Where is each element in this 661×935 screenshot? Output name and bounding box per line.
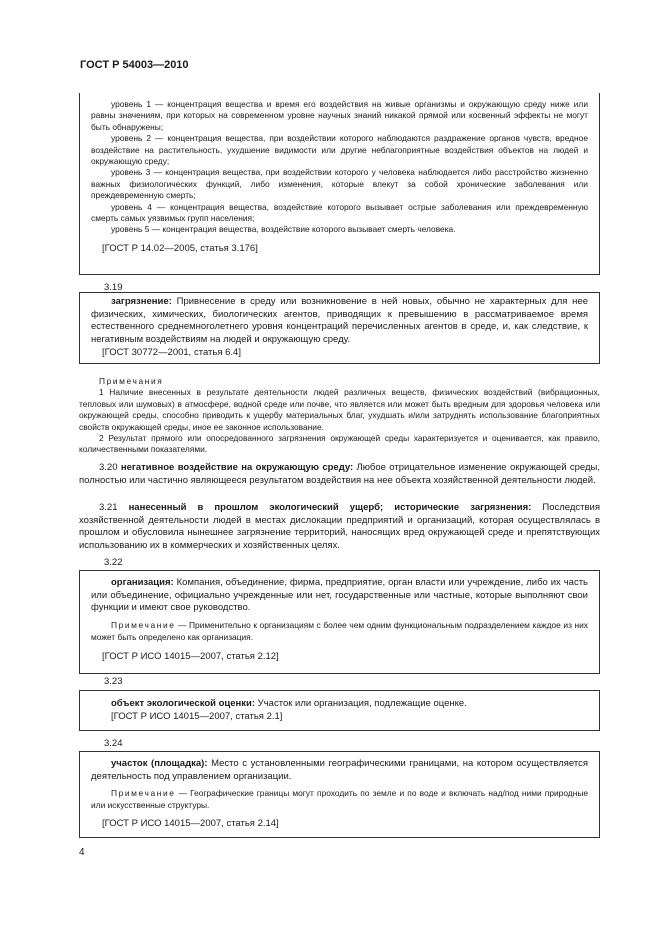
section-number: 3.22 [104, 557, 123, 568]
source-reference: [ГОСТ Р ИСО 14015—2007, статья 2.14] [102, 818, 279, 830]
definition-text: Компания, объединение, фирма, предприятие, орган власти или учреждение, либо их часть или объединение, официально учрежденные или нет, государственные или частные, которые выполняют свои функции и имеют свое руководство. [91, 577, 588, 614]
term: нанесенный в прошлом экологический ущерб; исторические загрязнения: [128, 502, 532, 513]
note-2: 2 Результат прямого или опосредованного загрязнения окружающей среды характеризуется и оценивается, как правило, количественными показателями. [79, 433, 600, 455]
definition-paragraph [79, 502, 600, 553]
term: объект экологической оценки: [111, 698, 256, 709]
source-reference: [ГОСТ 30772—2001, статья 6.4] [102, 346, 241, 358]
definition-box-3-19 [79, 292, 600, 364]
term: негативное воздействие на окружающую среду: [120, 462, 354, 473]
term: организация: [111, 577, 174, 588]
definition-paragraph [91, 577, 588, 615]
definition-3-20 [79, 462, 600, 487]
definition-text: Место с установленными географическими границами, на котором осуществляется деятельность под управлением организации. [91, 758, 588, 782]
note-text: — Географические границы могут проходить по земле и по воде и включать над/под ними природные или искусственные структуры. [91, 788, 588, 810]
source-reference: [ГОСТ Р 14.02—2005, статья 3.176] [102, 242, 258, 254]
definition-text: Привнесение в среду или возникновение в ней новых, обычно не характерных для нее физических, химических, биологических агентов, приводящих к превышению в рассматриваемое время естественного среднемноголетнего уровня концентраций перечисленных агентов в среде, и, как следствие, к негативным воздействиям на людей и окружающую среду. [91, 296, 588, 346]
note-paragraph [91, 788, 588, 811]
note-text: — Применительно к организациям с более чем одним функциональным подразделением каждое из них может быть определено как организация. [91, 620, 588, 642]
term: участок (площадка): [111, 758, 208, 769]
source-reference: [ГОСТ Р ИСО 14015—2007, статья 2.12] [102, 650, 279, 662]
level-1-text: уровень 1 — концентрация вещества и время его воздействия на живые организмы и окружающую среду ниже или равны значениям, при которых на современном уровне научных знаний никакой прямой или косвенный эффекты не могут быть обнаружены; [91, 99, 588, 132]
definition-text: Последствия хозяйственной деятельности людей в местах дислокации предприятий и организаций, которая осуществлялась в прошлом и обусловила нынешнее загрязнение территорий, наносящих вред окружающей среде и препятствующих использованию их в коммерческих и хозяйственных целях. [79, 502, 601, 552]
definition-paragraph [91, 296, 588, 347]
section-number: 3.24 [104, 738, 123, 749]
level-5-text: уровень 5 — концентрация вещества, воздействие которого вызывает смерть человека. [111, 224, 456, 235]
definition-box-3-23 [79, 690, 600, 731]
level-3-text: уровень 3 — концентрация вещества, при воздействии которого у человека наблюдается либо расстройство жизненно важных физиологических функций, либо изменения, которые влекут за собой хронические заболевания или преждевременную смерть; [91, 167, 588, 201]
notes-heading: Примечания [99, 376, 164, 386]
definition-box-levels [79, 93, 600, 275]
section-number: 3.20 [99, 462, 118, 473]
note-label: Примечание [111, 620, 176, 631]
definition-box-3-24 [79, 751, 600, 838]
page-number: 4 [79, 847, 85, 858]
level-2-text: уровень 2 — концентрация вещества, при воздействии которого наблюдаются раздражение органов чувств, вредное воздействие на растительность, ухудшение видимости или другие неблагоприятные воздействия объектов на людей и окружающую среду; [91, 133, 588, 167]
definition-text: Участок или организация, подлежащие оценке. [255, 698, 467, 709]
section-number: 3.23 [104, 676, 123, 687]
source-reference: [ГОСТ Р ИСО 14015—2007, статья 2.1] [111, 710, 283, 722]
notes-block [79, 376, 600, 456]
definition-box-3-22 [79, 570, 600, 674]
section-number: 3.21 [99, 502, 118, 513]
section-number: 3.19 [104, 282, 123, 293]
definition-paragraph [79, 462, 600, 487]
note-label: Примечание [111, 788, 176, 799]
note-paragraph [91, 620, 588, 643]
term: загрязнение: [111, 296, 172, 307]
note-1: 1 Наличие внесенных в результате деятельности людей различных веществ, физических воздействий (вибрационных, тепловых или шумовых) в атмосфере, водной среде или почве, что является или может быть вредным для здоровья человека или окружающей среды, способно приводить к ущербу материальных благ, ухудшать и/или затруднять использование благоприятных свойств окружающей среды, иное ее законное использование. [79, 387, 600, 432]
document-header: ГОСТ Р 54003—2010 [80, 59, 189, 71]
level-4-text: уровень 4 — концентрация вещества, воздействие которого вызывает острые заболевания или преждевременную смерть самых уязвимых групп населения; [91, 201, 588, 224]
definition-text: Любое отрицательное изменение окружающей среды, полностью или частично являющееся результатом воздействия на нее объекта хозяйственной деятельности людей. [79, 462, 600, 486]
definition-paragraph [91, 758, 588, 783]
definition-3-21 [79, 502, 600, 553]
definition-paragraph [91, 698, 588, 711]
